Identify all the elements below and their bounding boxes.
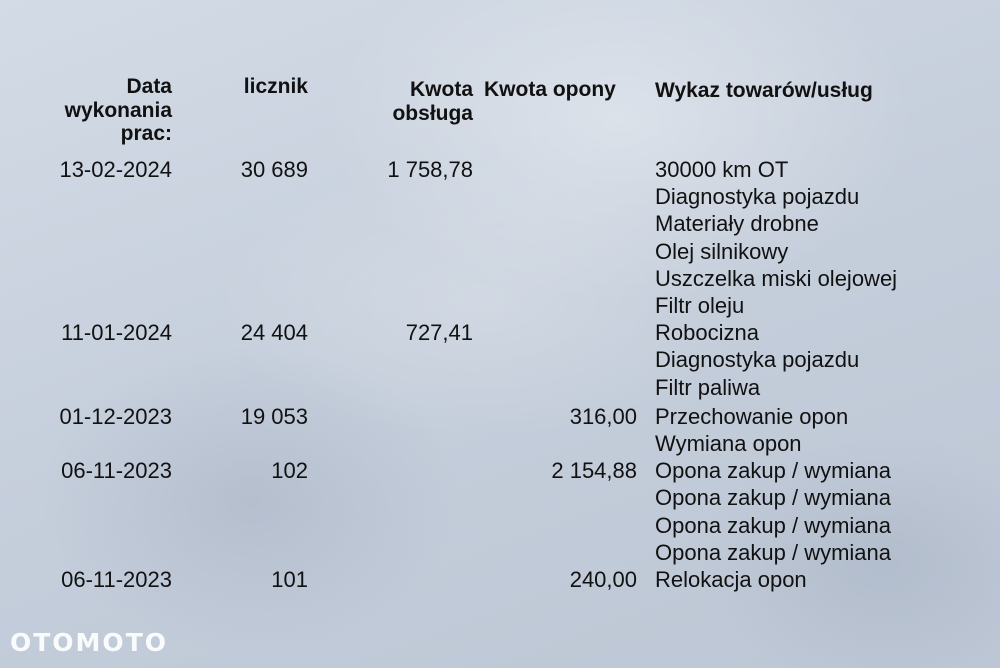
header-items: Wykaz towarów/usług bbox=[655, 79, 873, 102]
header-tire-amount: Kwota opony bbox=[484, 78, 616, 101]
row-item: Materiały drobne bbox=[655, 211, 819, 237]
row-date: 06-11-2023 bbox=[61, 567, 172, 592]
row-item: Opona zakup / wymiana bbox=[655, 458, 892, 484]
row-date: 11-01-2024 bbox=[61, 320, 172, 346]
row-tire-amount: 2 154,88 bbox=[551, 458, 637, 484]
row-service-amount: 727,41 bbox=[405, 320, 473, 346]
header-date bbox=[12, 75, 172, 146]
row-item: 30000 km OT bbox=[655, 157, 789, 182]
row-odometer: 19 053 bbox=[240, 403, 308, 429]
header-service-line2: obsługa bbox=[392, 101, 473, 125]
row-item: Przechowanie opon bbox=[655, 403, 849, 429]
row-item: Opona zakup / wymiana bbox=[655, 485, 892, 511]
row-odometer: 101 bbox=[271, 567, 308, 592]
row-date: 13-02-2024 bbox=[59, 157, 172, 182]
header-date-line3: prac: bbox=[120, 122, 172, 145]
row-item: Opona zakup / wymiana bbox=[655, 539, 892, 565]
row-date: 01-12-2023 bbox=[59, 403, 172, 429]
row-odometer: 30 689 bbox=[240, 157, 308, 182]
row-item: Diagnostyka pojazdu bbox=[655, 347, 860, 373]
header-service-amount bbox=[333, 78, 473, 125]
row-item: Uszczelka miski olejowej bbox=[655, 265, 898, 291]
header-service-line1: Kwota bbox=[410, 78, 473, 101]
row-tire-amount: 316,00 bbox=[569, 403, 637, 429]
row-item: Robocizna bbox=[655, 320, 759, 346]
header-date-line1: Data bbox=[126, 75, 172, 98]
row-odometer: 24 404 bbox=[240, 320, 308, 346]
row-service-amount: 1 758,78 bbox=[387, 157, 473, 182]
row-odometer: 102 bbox=[271, 458, 308, 484]
header-odometer: licznik bbox=[243, 75, 308, 98]
header-date-line2: wykonania bbox=[64, 98, 172, 122]
row-item: Relokacja opon bbox=[655, 567, 807, 592]
row-item: Filtr oleju bbox=[655, 293, 745, 318]
row-item: Olej silnikowy bbox=[655, 238, 789, 264]
row-item: Filtr paliwa bbox=[655, 374, 761, 400]
row-item: Diagnostyka pojazdu bbox=[655, 184, 860, 210]
otomoto-watermark-logo: OTOMOTO bbox=[10, 628, 168, 657]
row-item: Opona zakup / wymiana bbox=[655, 512, 892, 538]
row-tire-amount: 240,00 bbox=[569, 567, 637, 592]
row-item: Wymiana opon bbox=[655, 431, 802, 456]
row-date: 06-11-2023 bbox=[61, 458, 172, 484]
